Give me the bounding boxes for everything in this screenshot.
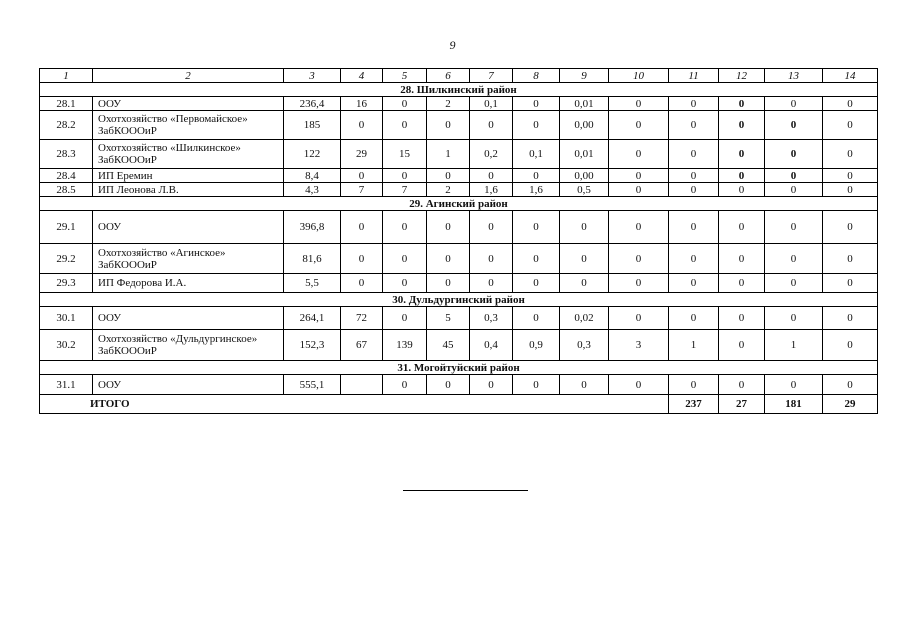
value-cell: 0 [513, 97, 560, 111]
value-cell: 0 [823, 211, 878, 244]
column-number: 1 [40, 69, 93, 83]
value-cell: 0 [765, 169, 823, 183]
value-cell: 0 [609, 244, 669, 274]
data-table [39, 68, 878, 414]
value-cell: 0 [765, 183, 823, 197]
value-cell: 0,3 [470, 307, 513, 330]
total-value: 237 [669, 395, 719, 414]
value-cell: 0 [513, 169, 560, 183]
value-cell: 5 [427, 307, 470, 330]
table-row [40, 244, 878, 274]
value-cell: 0 [765, 375, 823, 395]
value-cell: 0 [513, 244, 560, 274]
value-cell: 152,3 [284, 330, 341, 361]
value-cell: 0 [669, 111, 719, 140]
value-cell: 15 [383, 140, 427, 169]
organization-name: Охотхозяйство «Агинское» ЗабКОООиР [93, 244, 284, 274]
value-cell: 0 [427, 169, 470, 183]
value-cell: 3 [609, 330, 669, 361]
column-number: 8 [513, 69, 560, 83]
value-cell: 139 [383, 330, 427, 361]
value-cell: 4,3 [284, 183, 341, 197]
section-row [40, 361, 878, 375]
value-cell: 0 [719, 169, 765, 183]
value-cell: 0,3 [560, 330, 609, 361]
column-number: 5 [383, 69, 427, 83]
table-row [40, 140, 878, 169]
value-cell: 45 [427, 330, 470, 361]
value-cell: 7 [383, 183, 427, 197]
row-number: 29.1 [40, 211, 93, 244]
value-cell: 555,1 [284, 375, 341, 395]
value-cell: 0 [383, 244, 427, 274]
column-number: 3 [284, 69, 341, 83]
column-number: 4 [341, 69, 383, 83]
value-cell: 0,9 [513, 330, 560, 361]
value-cell: 0 [609, 307, 669, 330]
value-cell: 0 [765, 140, 823, 169]
value-cell: 0 [823, 375, 878, 395]
value-cell: 0 [719, 111, 765, 140]
organization-name: ИП Федорова И.А. [93, 274, 284, 293]
section-title: 29. Агинский район [40, 197, 878, 211]
column-number: 10 [609, 69, 669, 83]
value-cell: 0 [669, 307, 719, 330]
value-cell: 0 [427, 244, 470, 274]
organization-name: ООУ [93, 211, 284, 244]
value-cell: 0 [383, 307, 427, 330]
organization-name: ООУ [93, 97, 284, 111]
organization-name: ООУ [93, 307, 284, 330]
organization-name: ИП Еремин [93, 169, 284, 183]
value-cell: 0 [560, 244, 609, 274]
column-number: 14 [823, 69, 878, 83]
value-cell: 1 [765, 330, 823, 361]
value-cell: 0 [341, 211, 383, 244]
value-cell: 0 [765, 307, 823, 330]
row-number: 28.3 [40, 140, 93, 169]
value-cell: 0 [669, 140, 719, 169]
value-cell: 0 [823, 111, 878, 140]
value-cell: 5,5 [284, 274, 341, 293]
table-row [40, 211, 878, 244]
value-cell: 1,6 [513, 183, 560, 197]
value-cell: 0 [383, 97, 427, 111]
total-value: 181 [765, 395, 823, 414]
value-cell: 0 [609, 140, 669, 169]
value-cell: 0,4 [470, 330, 513, 361]
value-cell: 0,00 [560, 169, 609, 183]
column-number: 6 [427, 69, 470, 83]
value-cell: 0,01 [560, 140, 609, 169]
organization-name: Охотхозяйство «Шилкинское» ЗабКОООиР [93, 140, 284, 169]
value-cell: 0 [383, 375, 427, 395]
row-number: 29.3 [40, 274, 93, 293]
value-cell: 72 [341, 307, 383, 330]
value-cell: 0 [383, 274, 427, 293]
value-cell: 0 [823, 169, 878, 183]
value-cell: 0 [470, 244, 513, 274]
value-cell: 0 [609, 111, 669, 140]
value-cell: 0 [609, 375, 669, 395]
value-cell: 0 [823, 330, 878, 361]
table-row [40, 183, 878, 197]
organization-name: ИП Леонова Л.В. [93, 183, 284, 197]
value-cell: 0 [719, 183, 765, 197]
section-row [40, 293, 878, 307]
value-cell: 122 [284, 140, 341, 169]
value-cell: 0 [513, 307, 560, 330]
value-cell: 0 [470, 274, 513, 293]
section-row [40, 83, 878, 97]
value-cell: 0 [823, 244, 878, 274]
value-cell: 1 [669, 330, 719, 361]
row-number: 28.5 [40, 183, 93, 197]
value-cell: 0 [669, 169, 719, 183]
value-cell: 185 [284, 111, 341, 140]
value-cell [341, 375, 383, 395]
section-title: 28. Шилкинский район [40, 83, 878, 97]
value-cell: 1,6 [470, 183, 513, 197]
value-cell: 0,1 [470, 97, 513, 111]
value-cell: 0 [609, 274, 669, 293]
section-row [40, 197, 878, 211]
value-cell: 264,1 [284, 307, 341, 330]
bottom-rule [403, 490, 528, 491]
row-number: 31.1 [40, 375, 93, 395]
value-cell: 0 [609, 211, 669, 244]
value-cell: 0 [609, 183, 669, 197]
value-cell: 0 [383, 111, 427, 140]
value-cell: 0,00 [560, 111, 609, 140]
value-cell: 0 [669, 211, 719, 244]
total-value: 29 [823, 395, 878, 414]
value-cell: 0 [765, 211, 823, 244]
value-cell: 0 [719, 211, 765, 244]
organization-name: Охотхозяйство «Дульдургинское» ЗабКОООиР [93, 330, 284, 361]
value-cell: 0 [823, 97, 878, 111]
value-cell: 81,6 [284, 244, 341, 274]
value-cell: 0 [719, 330, 765, 361]
value-cell: 0 [669, 274, 719, 293]
value-cell: 0,2 [470, 140, 513, 169]
value-cell: 0 [823, 307, 878, 330]
value-cell: 0 [669, 97, 719, 111]
value-cell: 0 [719, 244, 765, 274]
value-cell: 0 [383, 211, 427, 244]
total-row [40, 395, 878, 414]
value-cell: 0 [765, 244, 823, 274]
value-cell: 0 [560, 211, 609, 244]
value-cell: 0 [719, 375, 765, 395]
row-number: 29.2 [40, 244, 93, 274]
value-cell: 0 [609, 97, 669, 111]
row-number: 30.2 [40, 330, 93, 361]
table-body [40, 69, 878, 414]
table-row [40, 330, 878, 361]
value-cell: 0 [669, 244, 719, 274]
column-number: 12 [719, 69, 765, 83]
value-cell: 0 [341, 274, 383, 293]
value-cell: 0 [470, 375, 513, 395]
value-cell: 0 [560, 274, 609, 293]
page-number: 9 [449, 38, 456, 52]
row-number: 30.1 [40, 307, 93, 330]
column-number-row [40, 69, 878, 83]
section-title: 31. Могойтуйский район [40, 361, 878, 375]
table-row [40, 274, 878, 293]
value-cell: 0 [513, 211, 560, 244]
value-cell: 0 [765, 274, 823, 293]
row-number: 28.1 [40, 97, 93, 111]
organization-name: Охотхозяйство «Первомайское» ЗабКОООиР [93, 111, 284, 140]
value-cell: 2 [427, 183, 470, 197]
value-cell: 7 [341, 183, 383, 197]
table-row [40, 169, 878, 183]
value-cell: 0 [823, 183, 878, 197]
value-cell: 0 [719, 307, 765, 330]
value-cell: 0,02 [560, 307, 609, 330]
table-row [40, 375, 878, 395]
value-cell: 0 [470, 111, 513, 140]
value-cell: 0 [470, 169, 513, 183]
value-cell: 16 [341, 97, 383, 111]
value-cell: 2 [427, 97, 470, 111]
value-cell: 0 [719, 140, 765, 169]
table-row [40, 111, 878, 140]
section-title: 30. Дульдургинский район [40, 293, 878, 307]
value-cell: 0 [560, 375, 609, 395]
value-cell: 0 [427, 111, 470, 140]
table-row [40, 307, 878, 330]
value-cell: 0 [513, 111, 560, 140]
value-cell: 0 [669, 375, 719, 395]
value-cell: 0 [609, 169, 669, 183]
value-cell: 8,4 [284, 169, 341, 183]
value-cell: 0 [427, 375, 470, 395]
value-cell: 0,01 [560, 97, 609, 111]
row-number: 28.2 [40, 111, 93, 140]
value-cell: 1 [427, 140, 470, 169]
value-cell: 0 [719, 97, 765, 111]
column-number: 13 [765, 69, 823, 83]
value-cell: 0 [765, 111, 823, 140]
total-value: 27 [719, 395, 765, 414]
value-cell: 0 [341, 244, 383, 274]
column-number: 9 [560, 69, 609, 83]
value-cell: 0 [513, 375, 560, 395]
value-cell: 0 [823, 274, 878, 293]
table-row [40, 97, 878, 111]
value-cell: 236,4 [284, 97, 341, 111]
value-cell: 0 [383, 169, 427, 183]
value-cell: 0 [427, 274, 470, 293]
value-cell: 67 [341, 330, 383, 361]
total-label: ИТОГО [40, 395, 669, 414]
value-cell: 0 [719, 274, 765, 293]
value-cell: 0 [513, 274, 560, 293]
value-cell: 396,8 [284, 211, 341, 244]
value-cell: 0 [669, 183, 719, 197]
row-number: 28.4 [40, 169, 93, 183]
value-cell: 0 [470, 211, 513, 244]
value-cell: 0,1 [513, 140, 560, 169]
value-cell: 0 [765, 97, 823, 111]
column-number: 11 [669, 69, 719, 83]
value-cell: 0,5 [560, 183, 609, 197]
column-number: 2 [93, 69, 284, 83]
value-cell: 0 [341, 169, 383, 183]
value-cell: 29 [341, 140, 383, 169]
value-cell: 0 [427, 211, 470, 244]
value-cell: 0 [823, 140, 878, 169]
column-number: 7 [470, 69, 513, 83]
organization-name: ООУ [93, 375, 284, 395]
value-cell: 0 [341, 111, 383, 140]
